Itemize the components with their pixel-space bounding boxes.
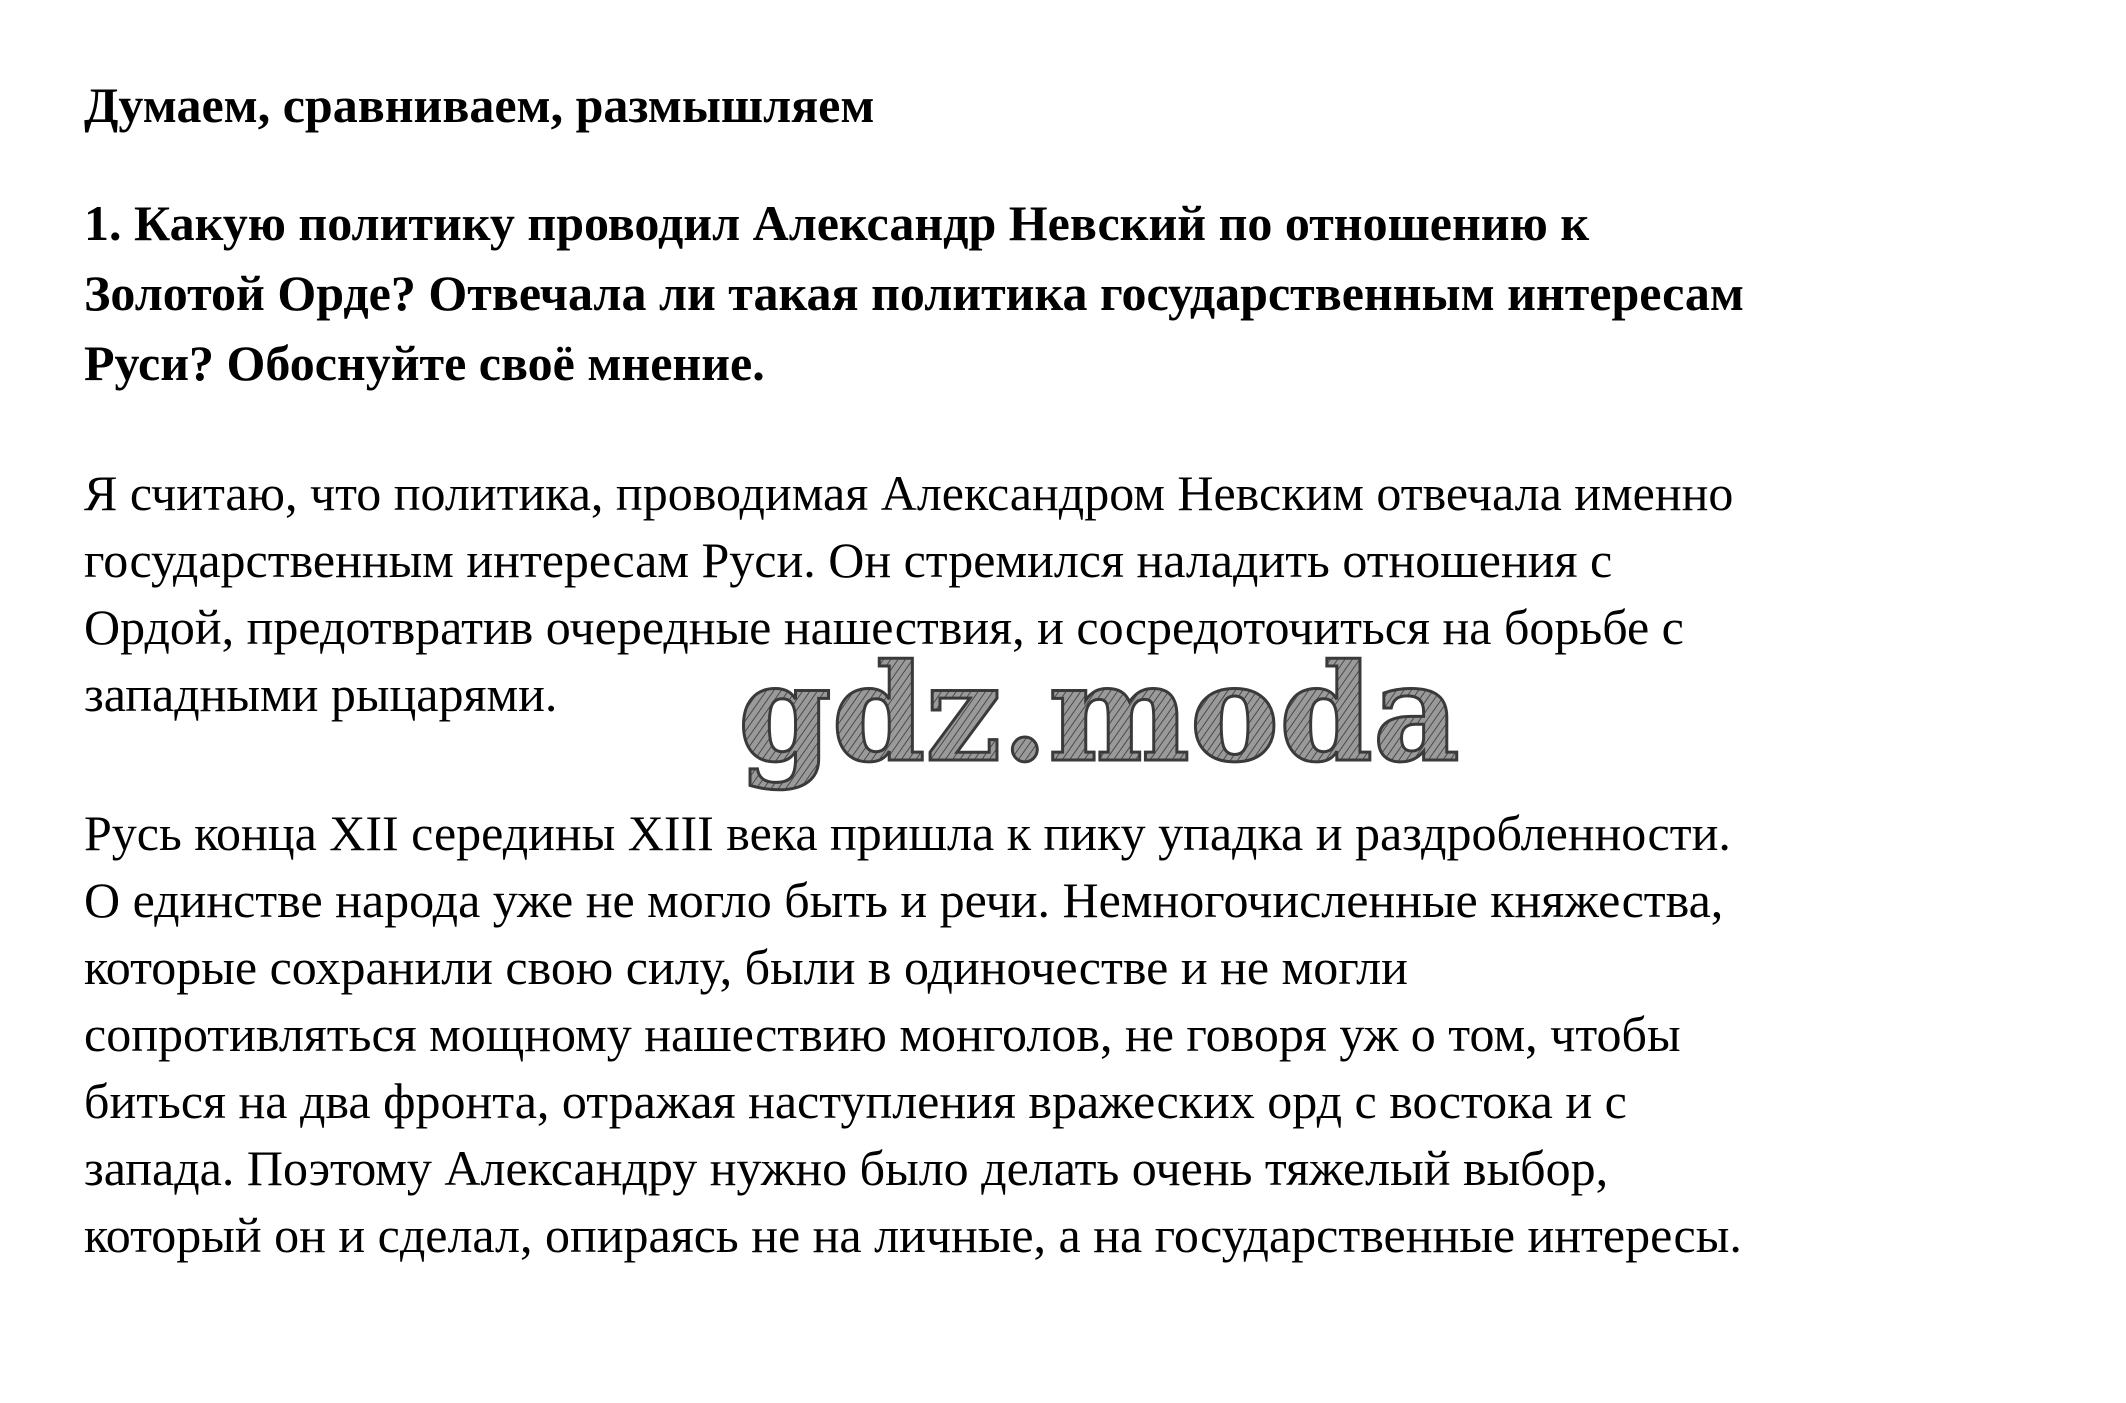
answer-line: сопротивляться мощному нашествию монголов, не говоря уж о том, чтобы: [84, 1006, 1681, 1062]
answer-line: биться на два фронта, отражая наступления вражеских орд с востока и с: [84, 1073, 1627, 1129]
section-heading: Думаем, сравниваем, размышляем: [84, 77, 875, 133]
watermark-logo: [728, 634, 1460, 800]
answer-line: Ордой, предотвратив очередные нашествия, и сосредоточиться на борьбе с: [84, 599, 1684, 655]
answer-line: государственным интересам Руси. Он стремился наладить отношения с: [84, 532, 1613, 588]
answer-line: которые сохранили свою силу, были в одиночестве и не могли: [84, 939, 1408, 995]
answer-line: который он и сделал, опираясь не на личные, а на государственные интересы.: [84, 1207, 1742, 1263]
question-line: 1. Какую политику проводил Александр Невский по отношению к: [84, 195, 1590, 251]
answer-line: Я считаю, что политика, проводимая Александром Невским отвечала именно: [84, 465, 1734, 521]
question-block: [84, 188, 1744, 398]
question-line: Золотой Орде? Отвечала ли такая политика государственным интересам: [84, 265, 1744, 321]
answer-line: О единстве народа уже не могло быть и речи. Немногочисленные княжества,: [84, 872, 1724, 928]
answer-line: западными рыцарями.: [84, 666, 558, 722]
answer-line: запада. Поэтому Александру нужно было делать очень тяжелый выбор,: [84, 1140, 1609, 1196]
watermark-text: gdz.moda: [738, 634, 1460, 792]
answer-line: Русь конца XII середины XIII века пришла к пику упадка и раздробленности.: [84, 805, 1731, 861]
answer-paragraph-2: [84, 800, 1742, 1269]
question-line: Руси? Обоснуйте своё мнение.: [84, 335, 765, 391]
